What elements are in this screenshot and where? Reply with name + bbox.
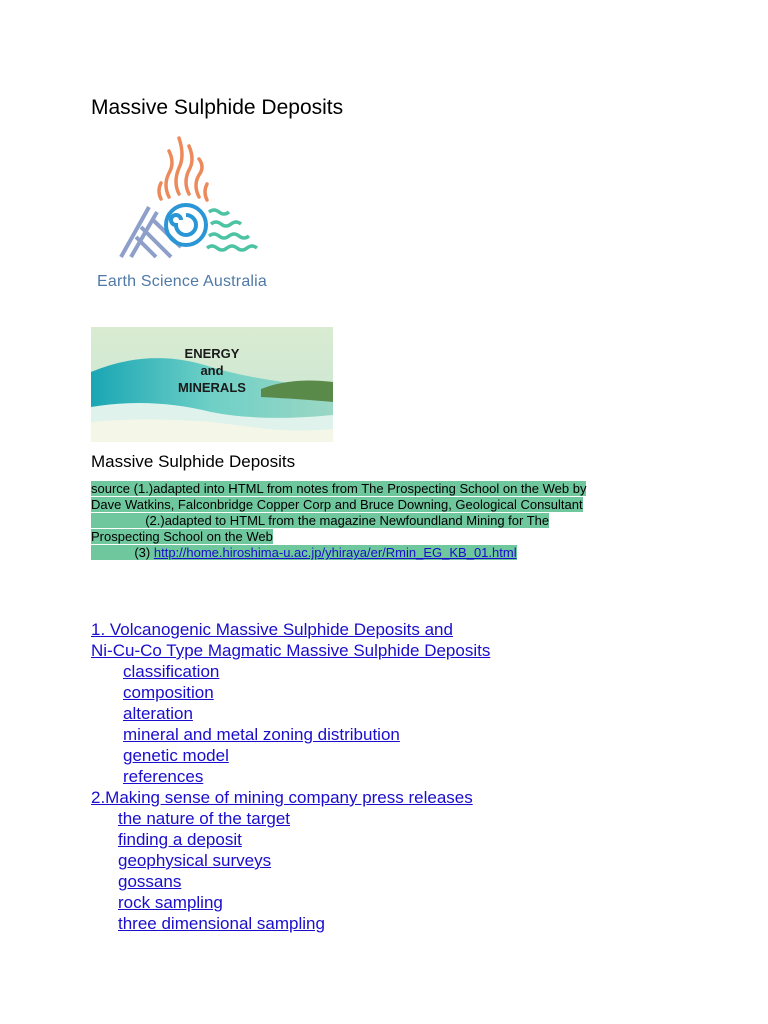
source-line-1: source (1.)adapted into HTML from notes from The Prospecting School on the Web by	[91, 481, 587, 496]
toc-link-gossans[interactable]: gossans	[118, 872, 182, 891]
toc-link-zoning[interactable]: mineral and metal zoning distribution	[123, 725, 400, 744]
source-line-2: Dave Watkins, Falconbridge Copper Corp and Bruce Downing, Geological Consultant	[91, 497, 583, 512]
toc-link-geophysical-surveys[interactable]: geophysical surveys	[118, 851, 272, 870]
toc-part2-link[interactable]: 2.Making sense of mining company press releases	[91, 788, 473, 807]
source-line-5-wrapper	[91, 545, 517, 560]
toc-link-3d-sampling[interactable]: three dimensional sampling	[118, 914, 325, 933]
banner-line-1: ENERGY	[184, 346, 240, 361]
toc-link-nature-of-target[interactable]: the nature of the target	[118, 809, 291, 828]
page-title: Massive Sulphide Deposits	[91, 96, 344, 119]
toc-link-finding-deposit[interactable]: finding a deposit	[118, 830, 242, 849]
toc-link-alteration[interactable]: alteration	[123, 704, 193, 723]
energy-minerals-banner	[91, 327, 333, 442]
toc-part1-link-line2[interactable]: Ni-Cu-Co Type Magmatic Massive Sulphide Deposits	[91, 641, 491, 660]
toc-part1-link-line1[interactable]: 1. Volcanogenic Massive Sulphide Deposits and	[91, 620, 453, 639]
banner-line-3: MINERALS	[178, 380, 246, 395]
source-notes	[91, 481, 671, 561]
banner-line-2: and	[200, 363, 224, 378]
toc-link-classification[interactable]: classification	[123, 662, 220, 681]
source-line-3: (2.)adapted to HTML from the magazine Newfoundland Mining for The	[145, 513, 550, 528]
section-heading: Massive Sulphide Deposits	[91, 452, 296, 471]
logo-caption: Earth Science Australia	[97, 273, 268, 290]
table-of-contents	[91, 619, 490, 934]
source-line-3-wrapper	[91, 513, 549, 528]
toc-link-composition[interactable]: composition	[123, 683, 214, 702]
toc-link-genetic-model[interactable]: genetic model	[123, 746, 229, 765]
source-line-5-prefix: (3)	[134, 545, 151, 560]
toc-link-references[interactable]: references	[123, 767, 204, 786]
source-line-4: Prospecting School on the Web	[91, 529, 273, 544]
banner-text	[91, 345, 333, 396]
toc-link-rock-sampling[interactable]: rock sampling	[118, 893, 223, 912]
source-link[interactable]: http://home.hiroshima-u.ac.jp/yhiraya/er/Rmin_EG_KB_01.html	[153, 545, 517, 560]
